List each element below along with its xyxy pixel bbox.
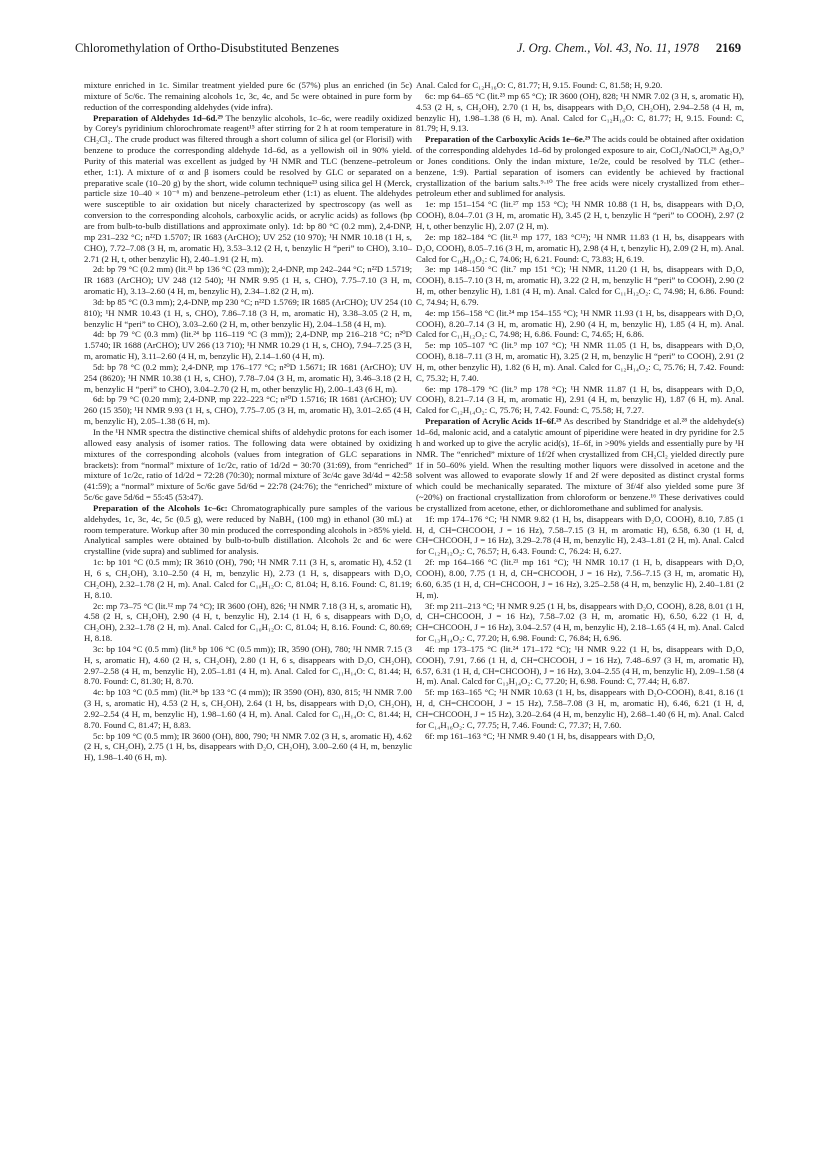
compound-entry: 1e: mp 151–154 °C (lit.²⁷ mp 153 °C); ¹H NMR 10.88 (1 H, bs, disappears with D₂O, COOH), 8.04–7.01 (3 H, m, aromatic H), 3.45 (2 H, t, benzylic H “peri” to COOH), 2.97 (2 H, t, other benzylic H), 2.07 (2 H, m). bbox=[416, 199, 744, 231]
continued-paragraph: Anal. Calcd for C₁₂H₁₆O: C, 81.77; H, 9.15. Found: C, 81.58; H, 9.20. bbox=[416, 80, 663, 90]
section-paragraph bbox=[416, 134, 744, 199]
compound-entry: In the ¹H NMR spectra the distinctive chemical shifts of aldehydic protons for each isomer allowed easy analysis of isomer ratios. The following data were obtained by oxidizing mixtures of the corresponding alcohols (values from integration of GLC separations in brackets): from “normal” mixture of 1c/2c, ratio of 1d/2d = 30:70 (31:69), from “enriched” mixture of 1c/2c, ratio of 1d/2d = 72:28 (70:30); normal mixture of 3c/4c gave 3d/4d = 42:58 (41:59); a “normal” mixture of 5c/6c gave 5d/6d = 22:78 (24:76); the “enriched” mixture of 5c/6c gave 5d/6d = 55:45 (53:47). bbox=[84, 427, 412, 503]
compound-entry: 2c: mp 73–75 °C (lit.¹² mp 74 °C); IR 3600 (OH), 826; ¹H NMR 7.18 (3 H, s, aromatic H), 4.58 (2 H, s, CH₂OH), 2.90 (4 H, t, benzylic H), 2.14 (1 H, 6 s, disappears with D₂O, CH₂OH), 2.32–1.78 (2 H, m). Anal. Calcd for C₁₀H₁₂O: C, 81.04; H, 8.16. Found: C, 80.69; H, 8.18. bbox=[84, 600, 412, 644]
section-paragraph bbox=[416, 416, 744, 514]
compound-entry: 1f: mp 174–176 °C; ¹H NMR 9.82 (1 H, bs, disappears with D₂O, COOH), 8.10, 7.85 (1 H, d, CH=CHCOOH, J = 16 Hz), 7.58–7.15 (3 H, m aromatic H), 6.58, 6.30 (1 H, d, CH=CHCOOH, J = 16 Hz), 3.29–2.78 (4 H, m, benzylic H), 2.43–1.81 (2 H, m). Anal. Calcd for C₁₂H₁₂O₂: C, 76.57; H, 6.43. Found: C, 76.24: H, 6.27. bbox=[416, 513, 744, 557]
section-heading: Preparation of the Alcohols 1c–6c: bbox=[93, 502, 228, 513]
running-header bbox=[75, 41, 741, 59]
section-text: The acids could be obtained after oxidation of the corresponding aldehydes 1d–6d by prolonged exposure to air, CoCl₂/NaOCl,²⁶ Ag₂O,⁹ or Jones conditions. Only the indan mixture, 1e/2e, could be resolved by TLC (ether–benzene, 1:9). Partial separation of isomers can evidently be achieved by fractional crystallization of the barium salts.⁹·¹⁰ The free acids were nicely crystallized from ether–petroleum ether and sublimed for analysis. bbox=[416, 134, 744, 199]
right-column bbox=[416, 80, 744, 741]
compound-entry: 1c: bp 101 °C (0.5 mm); IR 3610 (OH), 790; ¹H NMR 7.11 (3 H, s, aromatic H), 4.52 (1 H, 6 s, CH₂OH), 3.10–2.50 (4 H, m, benzylic H), 2.73 (1 H, s, disappears with D₂O, CH₂OH), 2.32–1.78 (2 H, m). Anal. Calcd for C₁₀H₁₂O: C, 81.04; H, 8.16. Found: C, 81.19; H, 8.10. bbox=[84, 557, 412, 600]
section-text: The benzylic alcohols, 1c–6c, were readily oxidized by Corey's pyridinium chlorochromate reagent¹⁵ after stirring for 2 h at room temperature in CH₂Cl₂. The crude product was filtered through a short column of silica gel (or Florisil) with benzene to produce the corresponding aldehyde 1d–6d, as a yellowish oil in 90% yield. Purity of this material was excellent as judged by ¹H NMR and TLC (benzene–petroleum ether, 1:1). A mixture of α and β isomers could be resolved by GLC or separated on a preparative scale (10–20 g) by the short, wide column technique²³ using silica gel H (Merck, particle size 10–40 × 10⁻⁶ m) and benzene–petroleum ether (1:1) as eluent. The aldehydes were susceptible to air oxidation but nicely characterized by spectroscopy (as well as conversion to the corresponding alcohols, carboxylic acids, or acrylic acids) as follows (bp are from bulb-to-bulb distillations and approximate only). 1d: bp 80 °C (0.2 mm), 2,4-DNP, mp 231–232 °C; n²²D 1.5707; IR 1683 (ArCHO); UV 252 (10 970); ¹H NMR 10.18 (1 H, s, CHO), 7.72–7.08 (3 H, m, aromatic H), 3.53–3.12 (2 H, t, benzylic H “peri” to CHO), 3.10–2.71 (2 H, t, other benzylic H), 2.40–1.91 (2 H, m). bbox=[84, 112, 413, 264]
compound-entry: 6d: bp 79 °C (0.20 mm); 2,4-DNP, mp 222–223 °C; n²⁰D 1.5716; IR 1681 (ArCHO); UV 260 (15 350); ¹H NMR 9.93 (1 H, s, CHO), 7.75–7.05 (3 H, m, aromatic H), 3.01–2.65 (4 H, m, benzylic H), 2.05–1.38 (6 H, m). bbox=[84, 394, 412, 427]
page-number: 2169 bbox=[715, 41, 741, 55]
section-heading: Preparation of the Carboxylic Acids 1e–6e.²⁹ bbox=[425, 134, 591, 145]
compound-entry: 2f: mp 164–166 °C (lit.²¹ mp 161 °C); ¹H NMR 10.17 (1 H, b, disappears with D₂O, COOH), 8.00, 7.75 (1 H, d, CH=CHCOOH, J = 16 Hz), 7.56–7.15 (3 H, m, aromatic H), 6.60, 6.35 (1 H, d, CH=CHCOOH, J = 16 Hz), 3.25–2.58 (4 H, m, benzylic H), 2.40–1.81 (2 H, m). bbox=[416, 557, 744, 600]
compound-entry: 3d: bp 85 °C (0.3 mm); 2,4-DNP, mp 230 °C; n²²D 1.5769; IR 1685 (ArCHO); UV 254 (10 810); ¹H NMR 10.43 (1 H, s, CHO), 7.86–7.18 (3 H, m, aromatic H), 3.38–3.05 (2 H, m, benzylic H “peri” to CHO), 3.03–2.60 (2 H, m, other benzylic H), 2.04–1.58 (4 H, m). bbox=[84, 296, 412, 329]
compound-entry: 6c: mp 64–65 °C (lit.²⁵ mp 65 °C); IR 3600 (OH), 828; ¹H NMR 7.02 (3 H, s, aromatic H), 4.53 (2 H, s, CH₂OH), 2.70 (1 H, bs, disappears with D₂O, CH₂OH), 2.94–2.58 (4 H, m, benzylic H), 1.98–1.38 (6 H, m). Anal. Calcd for C₁₂H₁₆O: C, 81.77; H, 9.15. Found: C, 81.79; H, 9.13. bbox=[416, 90, 744, 134]
compound-entry: 6e: mp 178–179 °C (lit.⁹ mp 178 °C); ¹H NMR 11.87 (1 H, bs, disappears with D₂O, COOH), 8.21–7.14 (3 H, m, aromatic H), 2.91 (4 H, m, benzylic H), 1.87 (6 H, m). Anal. Calcd for C₁₂H₁₄O₂: C, 75.76; H, 7.42. Found: C, 75.58; H, 7.27. bbox=[416, 383, 744, 416]
compound-entry: 5d: bp 78 °C (0.2 mm); 2,4-DNP, mp 176–177 °C; n²⁰D 1.5671; IR 1681 (ArCHO); UV 254 (8620); ¹H NMR 10.38 (1 H, s, CHO), 7.78–7.04 (3 H, m, aromatic H), 3.46–3.18 (2 H, m, benzylic H “peri” to CHO), 3.04–2.70 (2 H, m, other benzylic H), 2.00–1.43 (6 H, m). bbox=[84, 361, 412, 394]
section-heading: Preparation of Acrylic Acids 1f–6f.²⁹ bbox=[425, 416, 562, 427]
compound-entry: 4f: mp 173–175 °C (lit.²⁴ 171–172 °C); ¹H NMR 9.22 (1 H, bs, disappears with D₂O, COOH), 7.91, 7.66 (1 H, d, CH=CHCOOH, J = 16 Hz), 7.48–6.97 (3 H, m, aromatic H), 6.57, 6.31 (1 H, d, CH=CHCOOH), J = 16 Hz), 3.04–2.55 (4 H, m, benzylic H), 2.09–1.58 (4 H, m). Anal. Calcd for C₁₃H₁₄O₂: C, 77.20; H, 6.98. Found: C, 77.44; H, 6.87. bbox=[416, 643, 744, 687]
compound-entry: 4d: bp 79 °C (0.3 mm) (lit.²⁴ bp 116–119 °C (3 mm)); 2,4-DNP, mp 216–218 °C; n²⁰D 1.5740; IR 1688 (ArCHO); UV 266 (13 710); ¹H NMR 10.29 (1 H, s, CHO), 7.94–7.25 (3 H, m, aromatic H), 3.11–2.60 (4 H, m, benzylic H), 2.14–1.60 (4 H, m). bbox=[84, 329, 412, 362]
compound-entry: 4e: mp 156–158 °C (lit.²⁴ mp 154–155 °C); ¹H NMR 11.93 (1 H, bs, disappears with D₂O, COOH), 8.20–7.14 (3 H, m, aromatic H), 2.90 (4 H, m, benzylic H), 1.85 (4 H, m). Anal. Calcd for C₁₁H₁₂O₂: C, 74.98; H, 6.86. Found: C, 74.65; H, 6.86. bbox=[416, 307, 744, 340]
compound-entry: 5c: bp 109 °C (0.5 mm); IR 3600 (OH), 800, 790; ¹H NMR 7.02 (3 H, s, aromatic H), 4.62 (2 H, s, CH₂OH), 2.75 (1 H, bs, disappears with D₂O, CH₂OH), 3.00–2.60 (4 H, m, benzylic H), 1.98–1.40 (6 H, m). bbox=[84, 730, 412, 763]
section-paragraph bbox=[84, 113, 412, 265]
compound-entry: 2e: mp 182–184 °C (lit.²¹ mp 177, 183 °C¹²); ¹H NMR 11.83 (1 H, bs, disappears with D₂O, COOH), 8.05–7.16 (3 H, m, aromatic H), 2.98 (4 H, t, benzylic H), 2.09 (2 H, m). Anal. Calcd for C₁₀H₁₀O₂: C, 74.06; H, 6.21. Found: C, 73.83; H, 6.19. bbox=[416, 231, 744, 264]
running-title: Chloromethylation of Ortho-Disubstituted Benzenes bbox=[75, 41, 340, 55]
compound-entry: 3c: bp 104 °C (0.5 mm) (lit.⁸ bp 106 °C (0.5 mm)); IR, 3590 (OH), 780; ¹H NMR 7.15 (3 H, s, aromatic H), 4.60 (2 H, s, CH₂OH), 2.80 (1 H, 6 s, disappears with D₂O, CH₂OH), 2.97–2.58 (4 H, m, benzylic H), 2.05–1.81 (4 H, m). Anal. Calcd for C₁₁H₁₄O: C, 81.44; H, 8.70. Found: C, 81.30; H, 8.70. bbox=[84, 643, 412, 687]
compound-entry: 5e: mp 105–107 °C (lit.⁹ mp 107 °C); ¹H NMR 11.05 (1 H, bs, disappears with D₂O, COOH), 8.18–7.11 (3 H, m, aromatic H), 3.25 (2 H, m, benzylic H “peri” to COOH), 2.91 (2 H, m, other benzylic H), 1.82 (6 H, m). Anal. Calcd for C₁₂H₁₄O₂: C, 75.76; H, 7.42. Found: C, 75.32; H, 7.40. bbox=[416, 340, 744, 383]
continued-paragraph: mixture enriched in 1c. Similar treatment yielded pure 6c (57%) plus an enriched (in 5c) mixture of 5c/6c. The remaining alcohols 1c, 3c, 4c, and 5c were obtained in pure form by reduction of the corresponding aldehydes (vide infra). bbox=[84, 80, 412, 112]
compound-entry: 4c: bp 103 °C (0.5 mm) (lit.²⁴ bp 133 °C (4 mm)); IR 3590 (OH), 830, 815; ¹H NMR 7.00 (3 H, s, aromatic H), 4.53 (2 H, s, CH₂OH), 2.64 (1 H, bs, disappears with D₂O, CH₂OH), 2.92–2.54 (4 H, m, benzylic H), 1.98–1.60 (4 H, m). Anal. Calcd for C₁₁H₁₄O: C, 81.44; H, 8.70. Found C, 81.47; H, 8.83. bbox=[84, 687, 412, 730]
section-text: As described by Standridge et al.²⁸ the aldehyde(s) 1d–6d, malonic acid, and a catalytic amount of piperidine were heated in dry pyridine for 2.5 h and worked up to give the acrylic acid(s), 1f–6f, in >90% yields and essentially pure by ¹H NMR. The “enriched” mixture of 1f/2f when crystallized from CH₂Cl₂ yielded directly pure 1f in 50–60% yield. When the resulting mother liquors were dissolved in acetone and the solvent was allowed to evaporate slowly 1f and 2f were deposited as distinct crystal forms which could be mechanically separated. The mixture of 3f/4f also yielded some pure 3f (~20%) on fractional crystallization from chloroform or benzene.¹⁶ These derivatives could be crystallized from acetone, ether, or dichloromethane and sublimed for analysis. bbox=[416, 416, 744, 513]
compound-entry: 3f: mp 211–213 °C; ¹H NMR 9.25 (1 H, bs, disappears with D₂O, COOH), 8.28, 8.01 (1 H, d, CH=CHCOOH, J = 16 Hz), 7.58–7.02 (3 H, m, aromatic H), 6.50, 6.22 (1 H, d, CH=CHCOOH, J = 16 Hz), 3.04–2.57 (4 H, m, benzylic H), 2.18–1.65 (4 H, m). Anal. Calcd for C₁₃H₁₄O₂: C, 77.20; H, 6.98. Found: C, 76.84; H, 6.96. bbox=[416, 600, 744, 644]
section-heading: Preparation of Aldehydes 1d–6d.²⁹ bbox=[93, 112, 223, 123]
compound-entry: 6f: mp 161–163 °C; ¹H NMR 9.40 (1 H, bs, disappears with D₂O, bbox=[425, 730, 655, 741]
section-paragraph bbox=[84, 503, 412, 557]
compound-entry: 2d: bp 79 °C (0.2 mm) (lit.²¹ bp 136 °C (23 mm)); 2,4-DNP, mp 242–244 °C; n²²D 1.5719; IR 1683 (ArCHO); UV 248 (12 540); ¹H NMR 9.95 (1 H, s, CHO), 7.75–7.10 (3 H, m, aromatic H), 3.13–2.60 (4 H, m, benzylic H), 2.34–1.82 (2 H, m). bbox=[84, 264, 412, 297]
left-column bbox=[84, 80, 412, 763]
compound-entry: 3e: mp 148–150 °C (lit.⁷ mp 151 °C); ¹H NMR, 11.20 (1 H, bs, disappears with D₂O, COOH), 8.15–7.10 (3 H, m, aromatic H), 3.22 (2 H, m, benzylic H “peri” to COOH), 2.90 (2 H, m, other benzylic H), 1.81 (4 H, m). Anal. Calcd for C₁₁H₁₂O₂: C, 74.98; H, 6.86. Found: C, 74.94; H, 6.79. bbox=[416, 264, 744, 307]
journal-citation: J. Org. Chem., Vol. 43, No. 11, 1978 bbox=[516, 41, 699, 55]
section-text: Chromatographically pure samples of the various aldehydes, 1c, 3c, 4c, 5c (0.5 g), were reduced by NaBH₄ (100 mg) in ethanol (30 mL) at room temperature. Workup after 30 min produced the corresponding alcohols in >85% yield. Analytical samples were obtained by bulb-to-bulb distillation. Alcohols 2c and 6c were crystalline (vide supra) and sublimed for analysis. bbox=[84, 502, 413, 557]
compound-entry: 5f: mp 163–165 °C; ¹H NMR 10.63 (1 H, bs, disappears with D₂O-COOH), 8.41, 8.16 (1 H, d, CH=CHCOOH, J = 15 Hz), 7.58–7.08 (3 H, m, aromatic H), 6.46, 6.21 (1 H, d, CH=CHCOOH, J = 15 Hz), 3.20–2.64 (4 H, m, benzylic H), 2.68–1.40 (6 H, m). Anal. Calcd for C₁₄H₁₆O₂: C, 77.75; H, 7.46. Found: C, 77.37; H, 7.60. bbox=[416, 687, 744, 730]
